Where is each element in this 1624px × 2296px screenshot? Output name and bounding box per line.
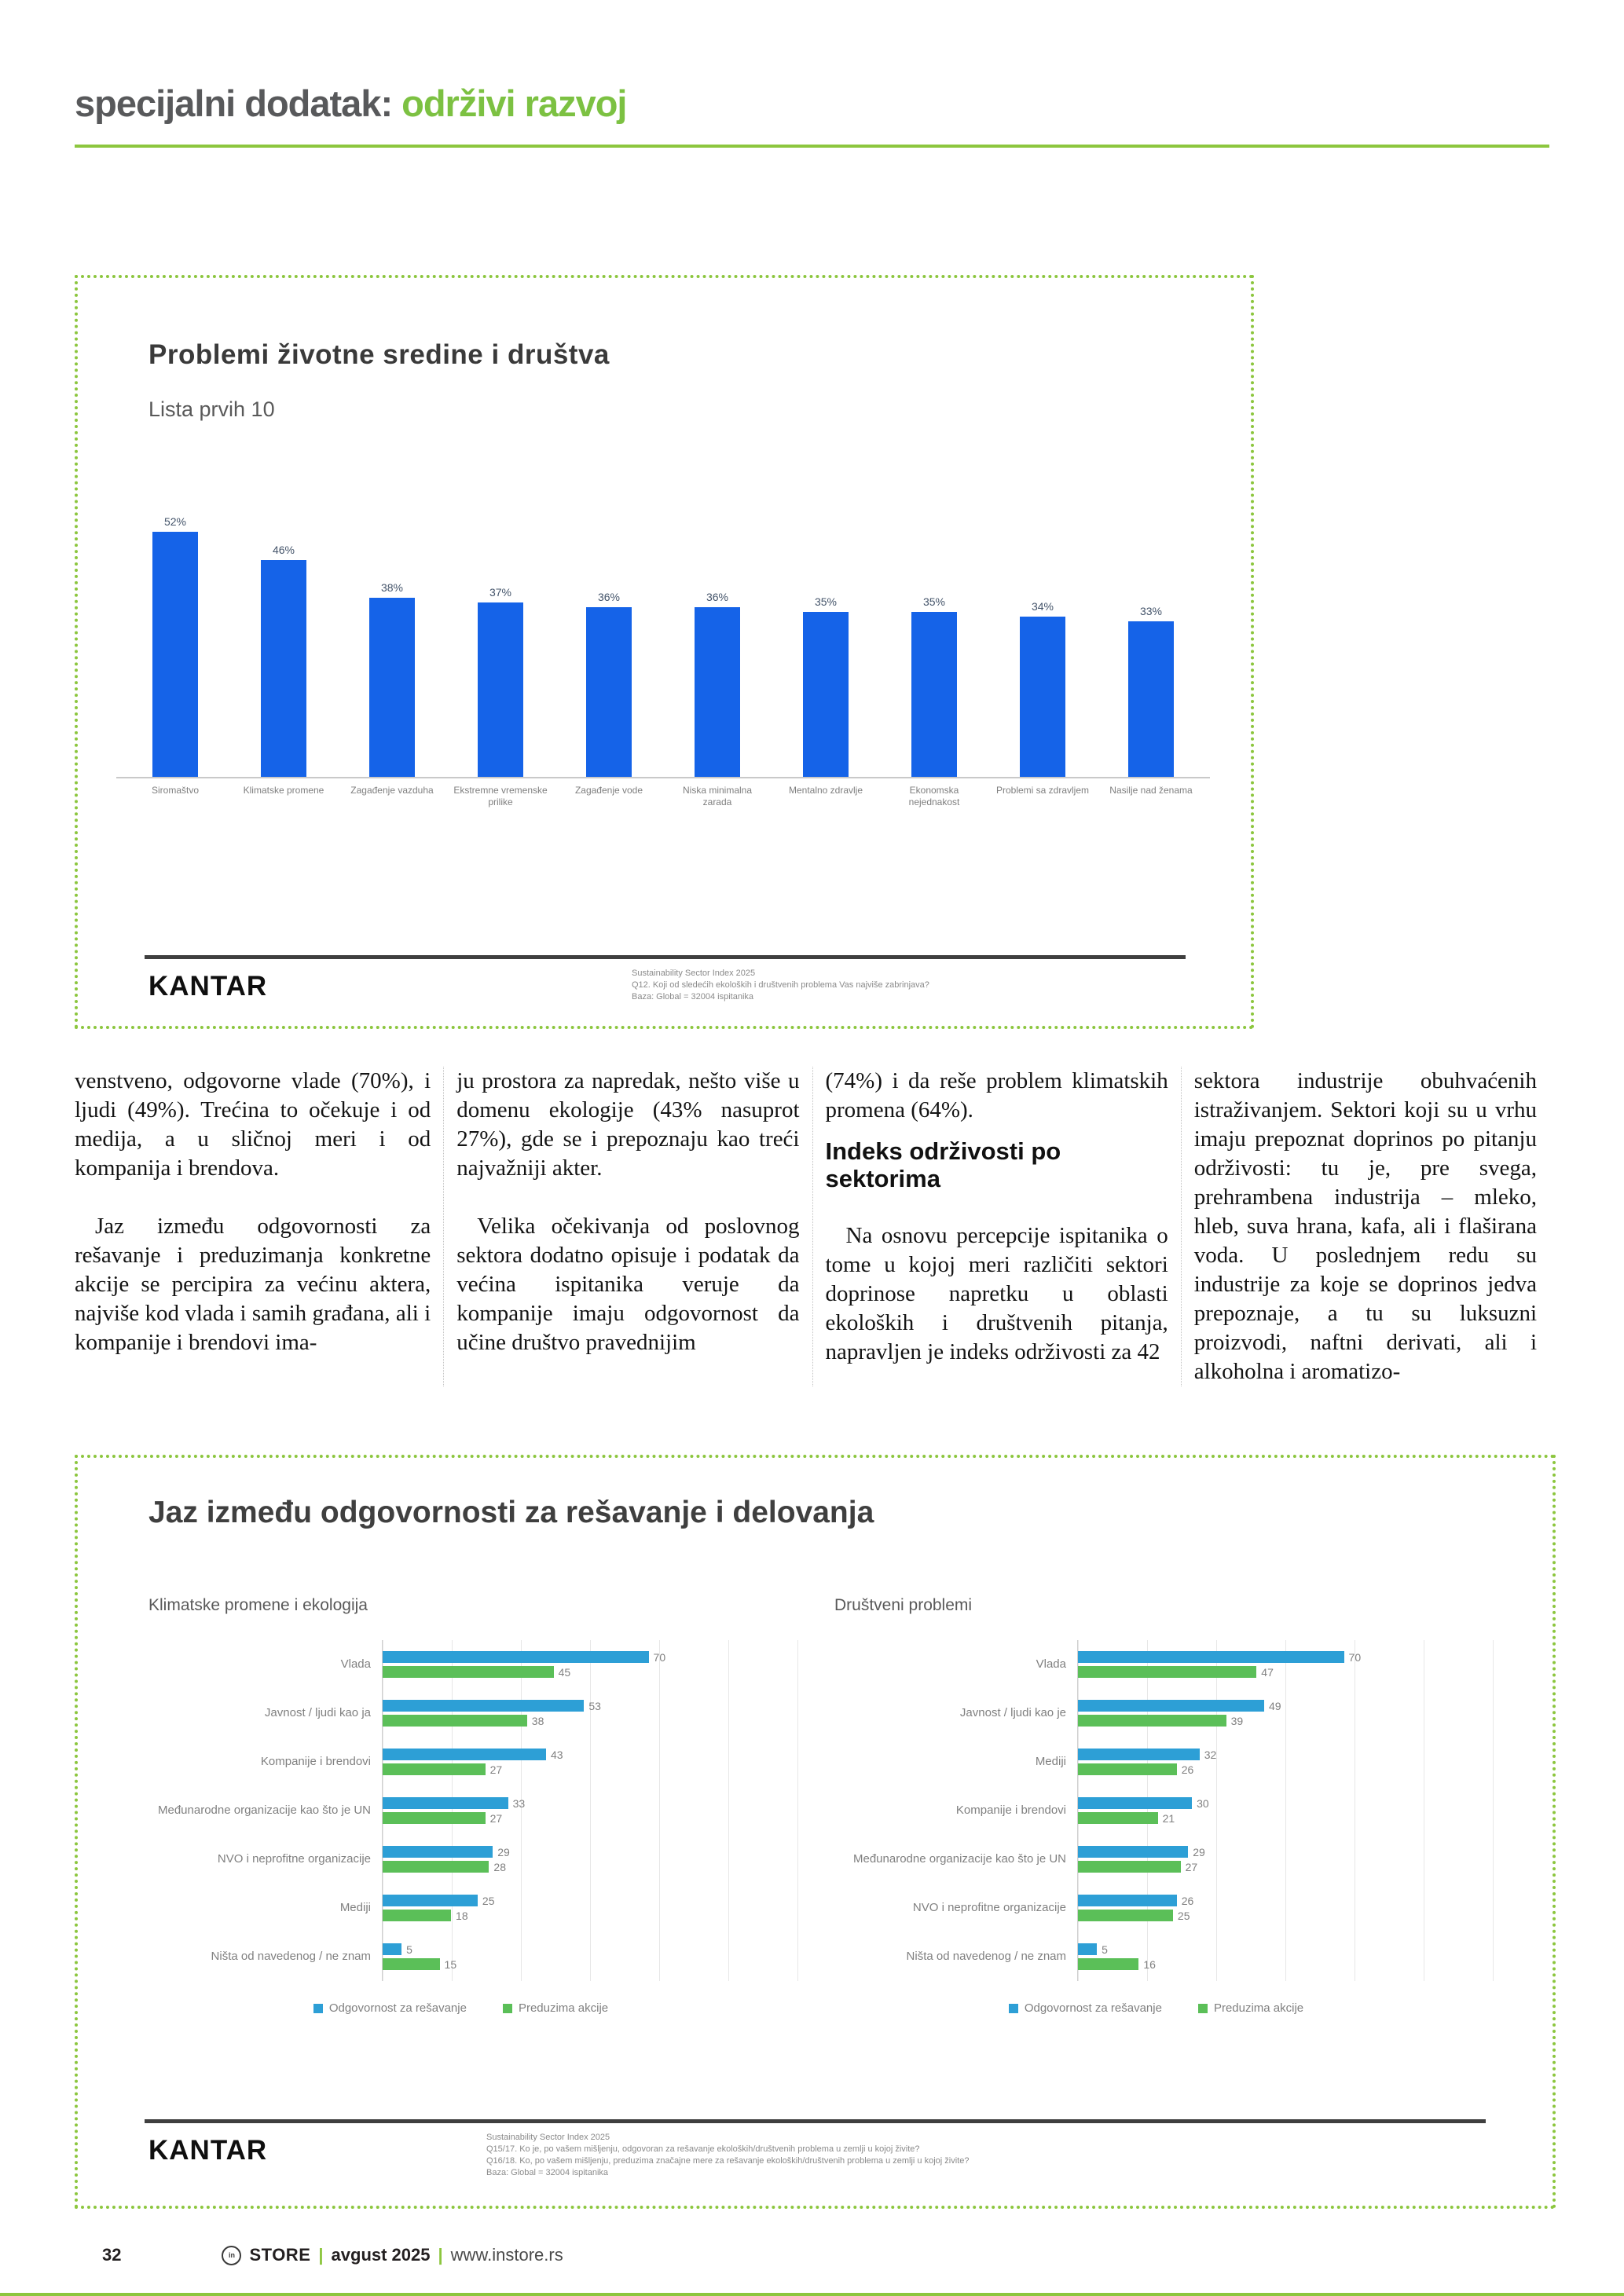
- row-bars: [1077, 1689, 1496, 1738]
- bar-with-value: [1078, 1651, 1496, 1664]
- h-rows: [121, 1640, 801, 1981]
- bar-with-value: [1078, 1763, 1496, 1776]
- bar-with-value: [383, 1943, 801, 1956]
- bar: [1078, 1861, 1181, 1873]
- row-bars: [1077, 1932, 1496, 1981]
- row-category-label: Kompanije i brendovi: [955, 1803, 1066, 1817]
- top10-bar-chart: [113, 490, 1213, 808]
- footer-date: avgust 2025: [331, 2245, 431, 2265]
- bar-with-value: [383, 1749, 801, 1761]
- legend-item: [503, 2001, 608, 2015]
- bar: [383, 1895, 478, 1906]
- bar-value-label: 5: [406, 1943, 412, 1956]
- bar: [369, 598, 415, 777]
- bar: [152, 532, 198, 777]
- bar-value-label: 35%: [814, 595, 838, 608]
- page-footer: [102, 2245, 563, 2265]
- bar-with-value: [1078, 1715, 1496, 1727]
- row-bars: [1077, 1738, 1496, 1786]
- legend-item: [313, 2001, 467, 2015]
- row-category-label: Mediji: [339, 1901, 371, 1914]
- bar-value-label: 26: [1181, 1894, 1194, 1907]
- bar: [1128, 621, 1174, 777]
- bar-group: [229, 544, 338, 777]
- h-rows: [816, 1640, 1496, 1981]
- paragraph: venstveno, odgovorne vlade (70%), i ljudi (49%). Trećina to očekuje i od medija, a u sličnoj meri i od kompanija i brendova.: [75, 1068, 431, 1181]
- chart-row: [121, 1738, 801, 1786]
- row-category-label: Javnost / ljudi kao ja: [264, 1706, 371, 1719]
- row-bars: [382, 1932, 801, 1981]
- chart2-box: [75, 1455, 1556, 2209]
- bar-with-value: [1078, 1797, 1496, 1810]
- row-category-label: Međunarodne organizacije kao što je UN: [158, 1803, 371, 1817]
- bar: [695, 607, 740, 777]
- axis-labels: [113, 778, 1213, 808]
- bar: [1078, 1797, 1192, 1809]
- chart-row: [816, 1835, 1496, 1884]
- chart-row: [121, 1689, 801, 1738]
- source-line: Sustainability Sector Index 2025: [486, 2133, 610, 2142]
- chart1-subtitle: Lista prvih 10: [148, 397, 275, 421]
- bar-value-label: 45: [558, 1665, 571, 1679]
- bar: [383, 1943, 401, 1955]
- chart1-title: Problemi životne sredine i društva: [148, 339, 610, 370]
- chart-legend: [816, 2001, 1496, 2015]
- source-line: Q16/18. Ko, po vašem mišljenju, preduzima značajne mere za rešavanje ekoloških/društvenih problema u zemlji u kojoj živite?: [486, 2156, 970, 2166]
- row-bars: [382, 1689, 801, 1738]
- chart-row: [816, 1738, 1496, 1786]
- bar: [261, 560, 306, 777]
- axis-category-label: Mentalno zdravlje: [788, 785, 863, 796]
- bar-with-value: [1078, 1666, 1496, 1679]
- paragraph: (74%) i da reše problem klimatskih promena (64%).: [825, 1068, 1168, 1122]
- source-line: Sustainability Sector Index 2025: [632, 969, 756, 978]
- bar: [1078, 1715, 1226, 1727]
- legend-label: Odgovornost za rešavanje: [1024, 2001, 1162, 2015]
- axis-category-label: Nasilje nad ženama: [1109, 785, 1193, 796]
- paragraph: ju prostora za napredak, nešto više u domenu ekologije (43% nasuprot 27%), gde se i prepoznaju kao treći najvažniji akter.: [456, 1068, 800, 1181]
- bar: [383, 1651, 649, 1663]
- bar-with-value: [383, 1715, 801, 1727]
- row-bars: [1077, 1640, 1496, 1689]
- bar-with-value: [383, 1846, 801, 1858]
- bar: [1078, 1895, 1177, 1906]
- chart-row: [816, 1884, 1496, 1932]
- bar: [1078, 1943, 1097, 1955]
- row-category-label: Mediji: [1035, 1755, 1066, 1768]
- instore-logo-icon: in: [222, 2246, 241, 2265]
- bar: [1078, 1846, 1188, 1858]
- bar: [586, 607, 632, 777]
- chart-row: [121, 1640, 801, 1689]
- header-highlight: održivi razvoj: [401, 82, 627, 124]
- bar-with-value: [383, 1958, 801, 1971]
- plot-area: [113, 490, 1213, 777]
- bar: [1078, 1910, 1173, 1921]
- row-category-label: Vlada: [340, 1657, 371, 1671]
- bar-value-label: 15: [444, 1957, 457, 1971]
- bar-value-label: 30: [1197, 1796, 1209, 1810]
- bar-value-label: 35%: [922, 595, 946, 608]
- bar: [1078, 1749, 1200, 1760]
- bar-with-value: [1078, 1910, 1496, 1922]
- bar-value-label: 26: [1181, 1763, 1194, 1776]
- legend-label: Preduzima akcije: [1213, 2001, 1304, 2015]
- bar: [1078, 1763, 1177, 1775]
- legend-item: [1198, 2001, 1303, 2015]
- row-category-label: Javnost / ljudi kao je: [959, 1706, 1066, 1719]
- chart-row: [121, 1884, 801, 1932]
- source-line: Baza: Global = 32004 ispitanika: [632, 992, 754, 1002]
- footer-separator: |: [318, 2245, 324, 2265]
- text-column-1: [75, 1067, 443, 1386]
- legend-swatch-blue: [313, 2004, 323, 2013]
- bar: [1078, 1651, 1344, 1663]
- bar: [383, 1958, 440, 1970]
- source-line: Q15/17. Ko je, po vašem mišljenju, odgovoran za rešavanje ekoloških/društvenih problema u zemlji u kojoj živite?: [486, 2144, 920, 2154]
- bar: [803, 612, 849, 777]
- bar-value-label: 29: [1193, 1845, 1205, 1858]
- bar: [383, 1763, 486, 1775]
- paragraph: Velika očekivanja od poslovnog sektora dodatno opisuje i podatak da većina ispitanika veruje da kompanije imaju odgovornost da učine društvo pravednijim: [456, 1214, 800, 1355]
- bar-value-label: 25: [482, 1894, 495, 1907]
- bar: [383, 1715, 527, 1727]
- bar-value-label: 38%: [380, 581, 404, 594]
- chart1-source: [632, 968, 929, 1003]
- chart-row: [816, 1640, 1496, 1689]
- bar-with-value: [1078, 1749, 1496, 1761]
- bar: [1078, 1666, 1256, 1678]
- footer-separator: |: [438, 2245, 443, 2265]
- legend-swatch-blue: [1009, 2004, 1018, 2013]
- bar-value-label: 39: [1230, 1714, 1244, 1727]
- axis-category-label: Siromaštvo: [151, 785, 200, 796]
- header-prefix: specijalni dodatak:: [75, 82, 393, 124]
- legend-swatch-green: [1198, 2004, 1208, 2013]
- axis-category-label: Zagađenje vazduha: [350, 785, 434, 796]
- bar-value-label: 33: [512, 1796, 526, 1810]
- bar: [383, 1910, 451, 1921]
- chart-row: [816, 1689, 1496, 1738]
- row-category-label: Ništa od navedenog / ne znam: [906, 1950, 1066, 1963]
- bar-value-label: 49: [1268, 1699, 1281, 1712]
- bar-value-label: 43: [550, 1748, 563, 1761]
- axis-category-label: Klimatske promene: [243, 785, 324, 796]
- row-category-label: NVO i neprofitne organizacije: [912, 1901, 1066, 1914]
- axis-category-label: Niska minimalna zarada: [682, 785, 753, 807]
- axis-category-label: Ekstremne vremenske prilike: [453, 785, 548, 807]
- row-bars: [1077, 1884, 1496, 1932]
- bar-value-label: 36%: [706, 591, 729, 603]
- article-body: [75, 1067, 1549, 1386]
- bar-with-value: [383, 1700, 801, 1712]
- bar-value-label: 27: [1185, 1860, 1198, 1873]
- legend-item: [1009, 2001, 1162, 2015]
- row-bars: [382, 1640, 801, 1689]
- chart-legend: [121, 2001, 801, 2015]
- text-column-3: [812, 1067, 1181, 1386]
- paragraph: Na osnovu percepcije ispitanika o tome u kojoj meri različiti sektori doprinose napretku u oblasti ekoloških i društvenih pitanja, napravljen je indeks održivosti za 42: [825, 1223, 1168, 1364]
- bar-with-value: [383, 1763, 801, 1776]
- bar: [383, 1812, 486, 1824]
- chart-row: [121, 1786, 801, 1835]
- bar-group: [555, 591, 663, 777]
- row-bars: [382, 1835, 801, 1884]
- kantar-logo: KANTAR: [148, 2135, 268, 2166]
- bar-with-value: [1078, 1861, 1496, 1873]
- page-number: 32: [102, 2245, 122, 2265]
- bar-group: [663, 591, 772, 777]
- bar-with-value: [1078, 1895, 1496, 1907]
- legend-label: Odgovornost za rešavanje: [328, 2001, 467, 2015]
- bar-with-value: [1078, 1958, 1496, 1971]
- bar-value-label: 33%: [1139, 605, 1163, 617]
- bar-value-label: 5: [1102, 1943, 1108, 1956]
- bar: [1078, 1958, 1138, 1970]
- bar-group: [121, 515, 229, 777]
- bar-value-label: 70: [1348, 1650, 1362, 1664]
- bar: [383, 1749, 546, 1760]
- bar-group: [988, 600, 1097, 777]
- text-column-2: [443, 1067, 812, 1386]
- bar-value-label: 28: [493, 1860, 506, 1873]
- bar-value-label: 70: [653, 1650, 666, 1664]
- bar-with-value: [383, 1895, 801, 1907]
- bar: [911, 612, 957, 777]
- paragraph: sektora industrije obuhvaćenih istraživanjem. Sektori koji su u vrhu imaju prepoznat doprinos po pitanju održivosti: tu je, pre svega, prehrambena industrija – mleko, hleb, suva hrana, kafa, ali i flaširana voda. U poslednjem redu su industrije za koje se doprinos jedva prepoznaje, a tu su luksuzni proizvodi, naftni derivati, ali i alkoholna i aromatizo-: [1193, 1068, 1537, 1384]
- gap-chart-climate: [121, 1640, 801, 2015]
- header-rule: [75, 145, 1549, 148]
- bar-value-label: 29: [497, 1845, 510, 1858]
- bar-with-value: [383, 1666, 801, 1679]
- row-category-label: Međunarodne organizacije kao što je UN: [853, 1852, 1066, 1866]
- axis-category-label: Zagađenje vode: [574, 785, 643, 796]
- text-column-4: [1181, 1067, 1549, 1386]
- bar-value-label: 21: [1162, 1811, 1175, 1825]
- footer-site-url: www.instore.rs: [450, 2245, 563, 2265]
- row-category-label: Ništa od navedenog / ne znam: [211, 1950, 371, 1963]
- chart1-footer-rule: [145, 955, 1186, 959]
- bar-with-value: [1078, 1943, 1496, 1956]
- row-bars: [1077, 1835, 1496, 1884]
- page-header: [75, 82, 626, 125]
- axis-category-label: Ekonomska nejednakost: [908, 785, 960, 807]
- source-line: Baza: Global = 32004 ispitanika: [486, 2168, 609, 2177]
- bar: [383, 1797, 508, 1809]
- bar-value-label: 53: [588, 1699, 601, 1712]
- bar-with-value: [1078, 1846, 1496, 1858]
- row-bars: [1077, 1786, 1496, 1835]
- bar-value-label: 25: [1177, 1909, 1190, 1922]
- bar-value-label: 37%: [489, 586, 512, 599]
- section-heading: Indeks održivosti po sektorima: [825, 1137, 1061, 1192]
- chart2-footer-rule: [145, 2119, 1486, 2123]
- row-bars: [382, 1738, 801, 1786]
- chart2-left-subtitle: Klimatske promene i ekologija: [148, 1596, 368, 1614]
- bar-value-label: 16: [1143, 1957, 1156, 1971]
- chart-row: [121, 1932, 801, 1981]
- row-category-label: Kompanije i brendovi: [260, 1755, 371, 1768]
- bar-value-label: 52%: [163, 515, 187, 528]
- gap-chart-social: [816, 1640, 1496, 2015]
- source-line: Q12. Koji od sledećih ekoloških i društvenih problema Vas najviše zabrinjava?: [632, 980, 929, 990]
- footer-brand: STORE: [249, 2245, 311, 2265]
- row-bars: [382, 1786, 801, 1835]
- bar-with-value: [383, 1651, 801, 1664]
- bar: [478, 602, 523, 777]
- bar: [383, 1861, 489, 1873]
- bar-with-value: [383, 1797, 801, 1810]
- bar-value-label: 47: [1261, 1665, 1274, 1679]
- bar-group: [772, 595, 880, 777]
- bar-value-label: 36%: [597, 591, 621, 603]
- chart-row: [816, 1932, 1496, 1981]
- bar-with-value: [383, 1910, 801, 1922]
- row-category-label: Vlada: [1036, 1657, 1066, 1671]
- bar-value-label: 34%: [1031, 600, 1054, 613]
- legend-swatch-green: [503, 2004, 512, 2013]
- kantar-logo: KANTAR: [148, 971, 268, 1002]
- chart2-title: Jaz između odgovornosti za rešavanje i delovanja: [148, 1496, 874, 1529]
- bar: [1020, 617, 1065, 777]
- bottom-green-strip: [0, 2293, 1624, 2296]
- row-category-label: NVO i neprofitne organizacije: [217, 1852, 371, 1866]
- bar-group: [1097, 605, 1205, 777]
- chart-row: [121, 1835, 801, 1884]
- chart1-box: [75, 275, 1254, 1029]
- bar-value-label: 27: [489, 1763, 503, 1776]
- bar-group: [338, 581, 446, 777]
- bar-group: [446, 586, 555, 777]
- bar: [1078, 1700, 1264, 1712]
- bar-with-value: [383, 1812, 801, 1825]
- bar-value-label: 18: [456, 1909, 468, 1922]
- chart2-right-subtitle: Društveni problemi: [834, 1596, 973, 1614]
- bar: [383, 1700, 584, 1712]
- bar-value-label: 27: [489, 1811, 503, 1825]
- bar-with-value: [1078, 1700, 1496, 1712]
- chart-row: [816, 1786, 1496, 1835]
- legend-label: Preduzima akcije: [518, 2001, 609, 2015]
- bar: [1078, 1812, 1158, 1824]
- bar-with-value: [383, 1861, 801, 1873]
- bar-with-value: [1078, 1812, 1496, 1825]
- axis-category-label: Problemi sa zdravljem: [995, 785, 1090, 796]
- row-bars: [382, 1884, 801, 1932]
- paragraph: Jaz između odgovornosti za rešavanje i preduzimanja konkretne akcije se percipira za većinu aktera, najviše kod vlada i samih građana, ali i kompanije i brendovi ima-: [75, 1214, 431, 1355]
- bar-group: [880, 595, 988, 777]
- bar: [383, 1666, 554, 1678]
- bar: [383, 1846, 493, 1858]
- bar-value-label: 38: [531, 1714, 544, 1727]
- chart2-source: [486, 2132, 969, 2179]
- bar-value-label: 32: [1204, 1748, 1217, 1761]
- bar-value-label: 46%: [272, 544, 295, 556]
